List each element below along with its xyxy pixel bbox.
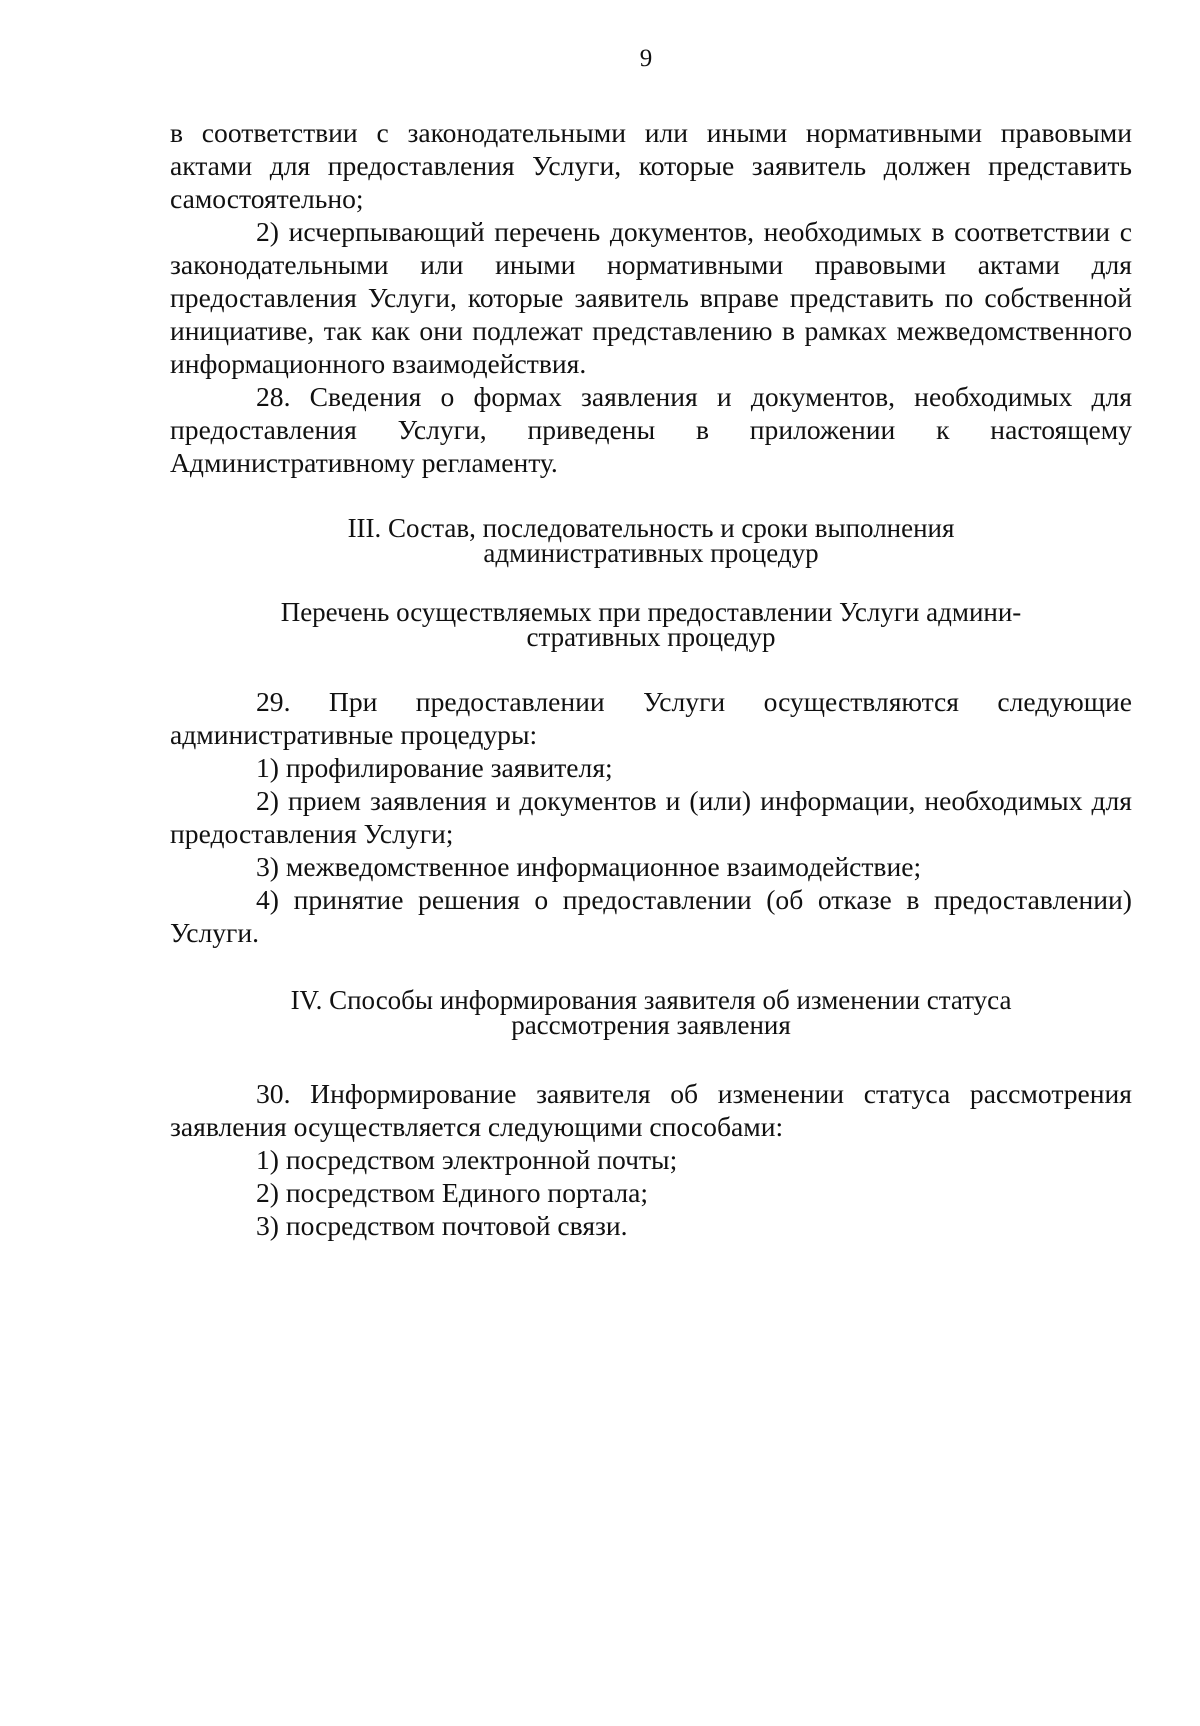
section-heading-iv-line2: рассмотрения заявления bbox=[511, 1010, 791, 1040]
list-item-30-3: 3) посредством почтовой связи. bbox=[256, 1210, 628, 1241]
list-item-29-2: 2) прием заявления и документов и (или) информации, необходимых для предоставления Услуги; bbox=[170, 785, 1132, 849]
list-item-29-4: 4) принятие решения о предоставлении (об отказе в предоставлении) Услуги. bbox=[170, 884, 1132, 948]
paragraph-29: 29. При предоставлении Услуги осуществляются следующие административные процедуры: bbox=[170, 686, 1132, 750]
section-heading-iv-line1: IV. Способы информирования заявителя об изменении статуса bbox=[290, 985, 1012, 1015]
section-heading-iv bbox=[170, 985, 1132, 1040]
subsection-heading-line1: Перечень осуществляемых при предоставлении Услуги админи- bbox=[280, 597, 1022, 627]
section-heading-iii bbox=[170, 513, 1132, 568]
paragraph-28: 28. Сведения о формах заявления и документов, необходимых для предоставления Услуги, приведены в приложении к настоящему Административному регламенту. bbox=[170, 381, 1132, 478]
list-item-29-1: 1) профилирование заявителя; bbox=[256, 752, 613, 783]
paragraph-30: 30. Информирование заявителя об изменении статуса рассмотрения заявления осуществляется следующими способами: bbox=[170, 1078, 1132, 1142]
list-item-30-1: 1) посредством электронной почты; bbox=[256, 1144, 678, 1175]
section-heading-iii-line1: III. Состав, последовательность и сроки выполнения bbox=[347, 513, 955, 543]
subsection-heading-line2: стративных процедур bbox=[526, 622, 776, 652]
document-body bbox=[170, 116, 1132, 1242]
section-heading-iii-line2: административных процедур bbox=[483, 538, 819, 568]
list-item-30-2: 2) посредством Единого портала; bbox=[256, 1177, 648, 1208]
list-item-29-3: 3) межведомственное информационное взаимодействие; bbox=[256, 851, 922, 882]
paragraph-continuation: в соответствии с законодательными или иными нормативными правовыми актами для предоставления Услуги, которые заявитель должен представить самостоятельно; bbox=[170, 117, 1132, 214]
paragraph-item-2: 2) исчерпывающий перечень документов, необходимых в соответствии с законодательными или иными нормативными правовыми актами для предоставления Услуги, которые заявитель вправе представить по собственной инициативе, так как они подлежат представлению в рамках межведомственного информационного взаимодействия. bbox=[170, 216, 1132, 379]
page-number: 9 bbox=[639, 45, 653, 72]
subsection-heading bbox=[170, 597, 1132, 652]
